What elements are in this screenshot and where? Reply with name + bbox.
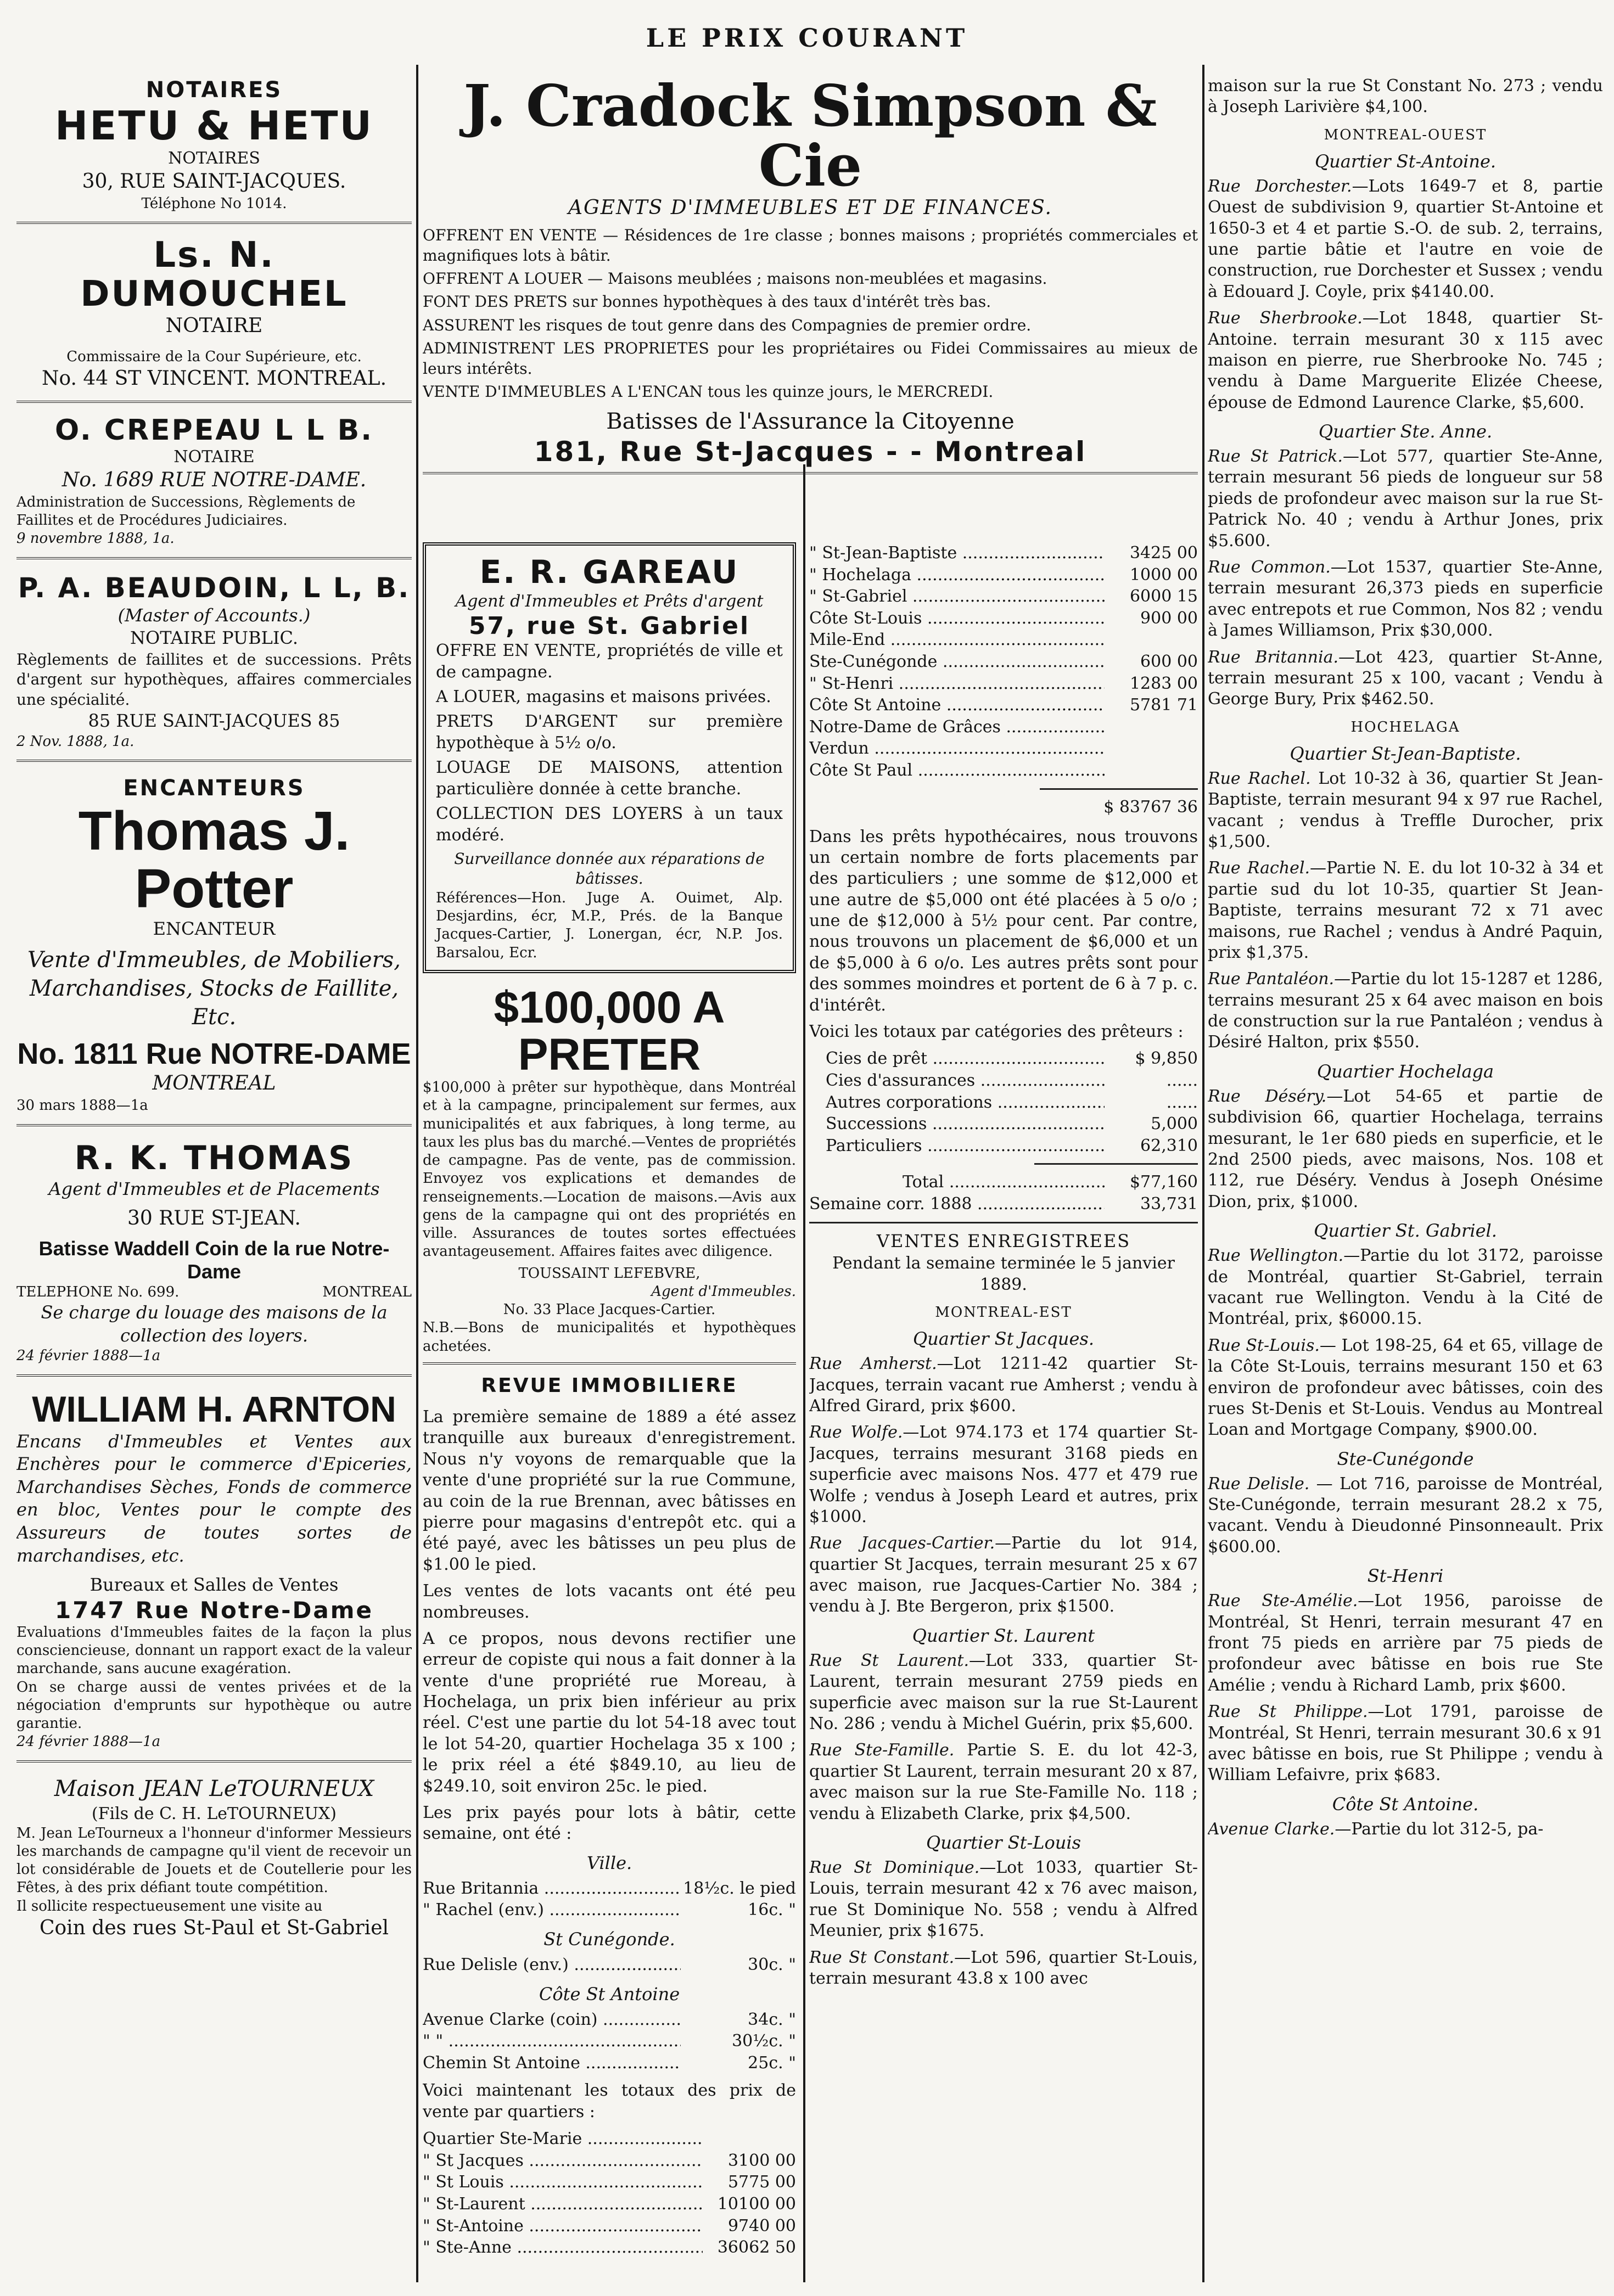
ad-description: Vente d'Immeubles, de Mobiliers, Marchandises, Stocks de Faillite, Etc. [27,947,401,1030]
ad-address: No. 1689 RUE NOTRE-DAME. [61,469,367,492]
row-value: 1000 00 [1129,565,1198,585]
ad-role: NOTAIRES [168,149,260,169]
sale-street: Rue Wellington. [1208,1246,1344,1266]
ad-name: P. A. BEAUDOIN, L L, B. [18,571,411,604]
sale-entry [1208,557,1603,642]
sale-entry [1208,176,1603,302]
sale-text: —Lot 1848, quartier St-Antoine. terrain mesurant 30 x 115 avec maison en pierre, rue Sherbrooke No. 745 ; vendu à Dame Marguerite Elizée Cheese, épouse de Edmond Laurence Clarke, $5,600. [1208,308,1603,412]
ad-line: OFFRENT A LOUER — Maisons meublées ; maisons non-meublées et magasins. [423,269,1047,288]
quarter-heading: Quartier St-Jean-Baptiste. [1290,743,1521,764]
row-label: Verdun ..... [809,738,1105,760]
ad-crepeau [16,415,412,559]
sale-street: Rue Common. [1208,558,1331,577]
ad-name: J. Cradock Simpson & Cie [463,76,1157,200]
sale-street: Rue St Dominique. [809,1858,980,1877]
sale-entry [809,1651,1198,1735]
sale-street: Rue Rachel. [1208,768,1311,788]
ad-gareau [423,542,796,973]
sale-street: Rue Sherbrooke. [1208,308,1363,328]
table-row [423,1954,796,1976]
row-value: $77,160 [1129,1172,1198,1192]
ad-potter [16,774,412,1126]
table-row [809,629,1198,651]
ad-role: ENCANTEUR [153,918,276,939]
sale-entry [1208,1335,1603,1441]
sale-street: Rue Delisle. [1208,1474,1310,1494]
district-heading: MONTREAL-EST [935,1304,1072,1321]
sale-street: Rue Britannia. [1208,647,1339,667]
row-label: Mile-End ..... [809,629,1105,651]
divider [809,1222,1198,1223]
row-value [703,2128,796,2150]
row-label: Total ..... [903,1171,1105,1193]
table-group-title: Ville. [586,1852,632,1873]
ad-line: OFFRENT EN VENTE — Résidences de 1re classe ; bonnes maisons ; propriétés commerciales et magnifiques lots à bâtir. [423,226,1198,265]
row-label: Chemin St Antoine ..... [423,2052,681,2074]
sale-text: —Lot 1537, quartier Ste-Anne, terrain mesurant 26,373 pieds en superficie avec entrepots et rue Common, Nos 82 ; vendu à James Williamson, Prix $30,000. [1208,558,1603,641]
ad-line: OFFRE EN VENTE, propriétés de ville et de campagne. [436,641,783,682]
row-value: 1283 00 [1129,673,1198,693]
ad-note: N.B.—Bons de municipalités et hypothèques achetées. [423,1320,796,1355]
ad-cradock [423,76,1198,474]
sale-entry [1208,647,1603,710]
ad-role: NOTAIRE PUBLIC. [130,627,299,649]
sale-street: Rue St Philippe. [1208,1702,1368,1722]
row-value: 5,000 [1151,1114,1198,1134]
divider [1034,1163,1198,1165]
row-label: Ste-Cunégonde ..... [809,651,1105,673]
article-paragraph: La première semaine de 1889 a été assez tranquille aux bureaux d'enregistrement. Nous n'y voyons de remarquable que la vente d'une propriété sur la rue Commune, au coin de la rue Brennan, avec bâtisses en pierre pour magasins d'entrepôt etc. qui a été payé, avec les bâtisses un peu plus de $1.00 le pied. [423,1407,796,1574]
section-heading-encanteurs: ENCANTEURS [123,775,305,801]
row-label: " St-Henri ..... [809,673,1105,695]
row-label: Autres corporations ..... [826,1092,1105,1114]
row-value: 16c. " [748,1900,796,1920]
ad-name: Maison JEAN LeTOURNEUX [54,1776,374,1801]
quarter-heading: Quartier St. Laurent [912,1625,1095,1646]
ad-description: M. Jean LeTourneux a l'honneur d'informer Messieurs les marchands de campagne qu'il vient de recevoir un lot considérable de Jouets et de Coutellerie pour les Fêtes, à des prix défiant toute compétition. [16,1825,412,1896]
sale-street: Rue St Constant. [809,1947,955,1967]
column-main [423,76,1198,2288]
row-value: 9740 00 [727,2216,796,2236]
table-row [809,1193,1198,1215]
row-label: Rue Delisle (env.) ..... [423,1954,681,1976]
ad-phone-row [16,1283,412,1301]
ad-description: Encans d'Immeubles et Ventes aux Enchères pour le commerce d'Epiceries, Marchandises Sèches, Fonds de commerce en bloc, Ventes pour le compte des Assureurs de toutes sortes de marchandises, etc. [16,1430,412,1566]
ad-address: Coin des rues St-Paul et St-Gabriel [39,1916,389,1939]
quarter-heading: Quartier St Jacques. [912,1328,1095,1350]
sale-street: Rue St Laurent. [809,1651,969,1670]
row-label: Côte St Antoine ..... [809,694,1105,716]
row-label: Successions ..... [826,1113,1105,1135]
ad-text: Evaluations d'Immeubles faites de la façon la plus consciencieuse, donnant un rapport exact de la valeur marchande, sans aucune exagération. [16,1624,412,1677]
ad-date: 9 novembre 1888, 1a. [16,530,175,547]
table-row [826,1048,1198,1070]
article-paragraph: Les ventes de lots vacants ont été peu nombreuses. [423,1581,796,1622]
ad-line: ADMINISTRENT LES PROPRIETES pour les propriétaires ou Fidei Commissaires au mieux de leurs intérêts. [423,339,1198,378]
totals-table [809,542,1198,818]
sale-text: —Partie du lot 312-5, pa- [1335,1819,1544,1839]
sale-text: —Lots 1649-7 et 8, partie Ouest de subdivision 9, quartier St-Antoine et 1650-3 et 4 et partie S.-O. de sub. 2, terrains, une partie bâtie et l'autre en voie de construction, rue Dorchester et Sussex ; vendu à Edouard J. Coyle, prix $4140.00. [1208,176,1603,301]
sale-street: Rue Amherst. [809,1354,937,1374]
row-value [1105,629,1198,651]
row-label: " Hochelaga ..... [809,564,1105,586]
row-label: Côte St-Louis ..... [809,608,1105,630]
sale-text: —Lot 1033, quartier St-Louis, terrain mesurant 42 x 76 avec maison, rue St Dominique No. 558 ; vendu à Alfred Meunier, prix $1675. [809,1858,1198,1941]
sale-street: Rue Dorchester. [1208,176,1352,196]
row-label: Cies de prêt ..... [826,1048,1105,1070]
page-header [0,0,1614,66]
page-title: LE PRIX COURANT [646,23,968,53]
ad-address: 85 RUE SAINT-JACQUES 85 [88,710,340,732]
row-label: Avenue Clarke (coin) ..... [423,2009,681,2031]
table-total: $ 83767 36 [1103,797,1198,817]
sale-street: Rue Pantaléon. [1208,969,1335,989]
ad-phone: TELEPHONE No. 699. [16,1283,180,1300]
ad-bureaux: Bureaux et Salles de Ventes [89,1574,339,1596]
ad-line-list [423,226,1198,402]
column-notaires [16,76,412,2288]
sale-text: — Lot 198-25, 64 et 65, village de la Côte St-Louis, terrains mesurant 150 et 63 environ de profondeur avec bâtisses, coin des rues St-Denis et St-Louis. Vendus au Montreal Loan and Mortgage Company, $900.00. [1208,1335,1603,1440]
column-rule-1 [416,65,418,2282]
quarter-heading: St-Henri [1367,1565,1444,1587]
sale-street: Rue Rachel. [1208,858,1310,878]
table-row [809,673,1198,695]
sale-text: —Partie du lot 3172, paroisse de Montréal, quartier St-Gabriel, terrain vacant rue Wellington. Vendu à la Cité de Montréal, prix, $6000.15. [1208,1246,1603,1329]
quarter-heading: Quartier Ste. Anne. [1318,421,1493,442]
ad-city: MONTREAL [322,1283,412,1300]
table-row [423,2009,796,2031]
quarter-heading: Quartier St-Antoine. [1314,150,1497,172]
quarter-heading: Quartier St-Louis [926,1832,1081,1853]
row-value: 10100 00 [717,2194,796,2214]
table-row [826,1070,1198,1092]
ad-phone: Téléphone No 1014. [141,195,287,212]
divider [1040,788,1198,790]
sale-entry [1208,1591,1603,1696]
row-value: ...... [1166,1092,1198,1112]
ad-hetu [16,76,412,224]
sale-entry [1208,858,1603,963]
sale-entry [1208,308,1603,413]
ad-role: NOTAIRE [173,447,255,467]
table-row [423,2215,796,2237]
ad-role: NOTAIRE [165,315,263,338]
ad-address: 1747 Rue Notre-Dame [54,1596,374,1624]
ad-agent-address: No. 33 Place Jacques-Cartier. [503,1301,716,1318]
ad-name: O. CREPEAU L L B. [54,413,374,447]
table-row [423,2030,796,2052]
row-value: 5781 71 [1129,695,1198,715]
sale-street: Rue St-Louis. [1208,1335,1320,1355]
article-paragraph: Dans les prêts hypothécaires, nous trouvons un certain nombre de forts placements par des particuliers ; une somme de $12,000 et une autre de $5,000 ont été placées à 5 o/o ; une de $12,000 à 5½ pour cent. Par contre, nous trouvons un placement de $6,000 et un de $5,000 à 6 o/o. Les autres prêts sont pour des sommes moindres et portent de 6 à 7 p. c. d'intérêt. [809,827,1198,1015]
ad-date: 2 Nov. 1888, 1a. [16,733,134,750]
table-row [826,1113,1198,1135]
sale-street: Rue Ste-Famille. [809,1741,955,1760]
district-heading: MONTREAL-OUEST [1324,126,1487,143]
row-label: Notre-Dame de Grâces ..... [809,716,1105,738]
article-heading: REVUE IMMOBILIERE [481,1374,738,1397]
row-value: 3100 00 [727,2151,796,2170]
row-value: 25c. " [748,2053,796,2073]
sale-entry [1208,1245,1603,1330]
ad-name: Ls. N. DUMOUCHEL [80,235,348,315]
ad-line: VENTE D'IMMEUBLES A L'ENCAN tous les quinze jours, le MERCREDI. [423,382,994,401]
row-label: " Ste-Anne ..... [423,2237,703,2259]
ad-date: 30 mars 1888—1a [16,1097,148,1114]
ad-thomas [16,1138,412,1377]
article-paragraph: maison sur la rue St Constant No. 273 ; vendu à Joseph Larivière $4,100. [1208,76,1603,117]
column-sales [1208,76,1603,2288]
sale-entry [809,1740,1198,1825]
ad-building: Batisse Waddell Coin de la rue Notre-Dame [38,1237,390,1283]
row-label: " St Jacques ..... [423,2150,703,2172]
ad-subtitle: AGENTS D'IMMEUBLES ET DE FINANCES. [568,197,1052,220]
ad-name: R. K. THOMAS [74,1138,354,1177]
row-value: 33,731 [1140,1194,1198,1214]
ad-address: 57, rue St. Gabriel [468,612,750,640]
ad-name: WILLIAM H. ARNTON [32,1388,396,1429]
quarter-heading: Quartier Hochelaga [1316,1060,1494,1082]
row-value [1105,760,1198,782]
table-row [809,716,1198,738]
ad-address: No. 1811 Rue NOTRE-DAME [17,1037,411,1071]
row-label: " St-Gabriel ..... [809,586,1105,608]
ad-line: A LOUER, magasins et maisons privées. [436,687,771,706]
ad-preter [423,984,796,1365]
sale-text: —Lot 423, quartier St-Anne, terrain mesurant 25 x 100, vacant ; Vendu à George Bury, Prix $462.50. [1208,647,1603,709]
table-row [423,2052,796,2074]
ad-role: Agent d'Immeubles et de Placements [48,1178,380,1199]
row-value: 600 00 [1140,652,1198,671]
article-paragraph: A ce propos, nous devons rectifier une erreur de copiste qui nous a fait donner à la vente d'une propriété rue Moreau, à Hochelaga, un prix bien inférieur au prix réel. C'est une partie du lot 54-18 avec tout le lot 54-20, quartier Hochelaga 35 x 100 ; le prix réel a été $849.10, au lieu de $249.10, soit environ 25c. le pied. [423,1629,796,1796]
sale-text: —Lot 596, quartier St-Louis, terrain mesurant 43.8 x 100 avec [809,1947,1198,1988]
ad-address: 181, Rue St-Jacques - - Montreal [534,436,1087,468]
row-label: " " ..... [423,2030,681,2052]
table-row [423,1899,796,1921]
article-paragraph: Voici les totaux par catégories des prêteurs : [809,1022,1184,1042]
sale-entry [809,1947,1198,1990]
table-row [809,564,1198,586]
ad-dumouchel [16,236,412,403]
ad-heading: $100,000 A PRETER [494,982,725,1080]
sale-street: Avenue Clarke. [1208,1819,1335,1839]
table-row [826,1171,1198,1193]
table-row [826,1135,1198,1157]
row-value [1105,738,1198,760]
row-label: " Rachel (env.) ..... [423,1899,681,1921]
section-heading: VENTES ENREGISTREES [876,1230,1131,1251]
quarter-heading: Côte St Antoine. [1332,1793,1479,1815]
sale-entry [809,1422,1198,1528]
sale-text: —Lot 974.173 et 174 quartier St-Jacques, terrains mesurant 3168 pieds en superficie avec maisons Nos. 477 et 479 rue Wolfe ; vendus à Joseph Leard et autres, prix $1000. [809,1423,1198,1526]
sale-text: —Lot 577, quartier Ste-Anne, terrain mesurant 56 pieds de longueur sur 58 pieds de profondeur avec maison sur la rue St-Patrick No. 40 ; vendu à Arthur Jones, prix $5.600. [1208,447,1603,551]
table-row [423,2193,796,2215]
article-revue [423,1374,796,2259]
row-label: Quartier Ste-Marie ..... [423,2128,703,2150]
table-group-title: Côte St Antoine [539,1983,680,2005]
ad-description: Administration de Successions, Règlements de Faillites et de Procédures Judiciaires. [16,493,356,529]
ad-beaudoin [16,571,412,762]
table-row [423,1878,796,1900]
ad-name: HETU & HETU [55,103,373,149]
ad-building: Batisses de l'Assurance la Citoyenne [606,409,1015,435]
district-heading: HOCHELAGA [1350,718,1460,736]
sale-street: Rue Ste-Amélie. [1208,1591,1358,1611]
table-row [809,651,1198,673]
ad-line-list [436,640,783,846]
table-group-title: St Cunégonde. [543,1929,675,1950]
row-value: 30½c. " [732,2031,796,2051]
row-value: 18½c. le pied [683,1878,796,1898]
sale-street: Rue Jacques-Cartier. [809,1534,995,1553]
sale-street: Rue Déséry. [1208,1086,1327,1106]
row-label: " St-Laurent ..... [423,2193,703,2215]
row-label: " St-Jean-Baptiste ..... [809,542,1105,564]
ad-address: 30 RUE ST-JEAN. [127,1207,301,1230]
sale-entry [1208,969,1603,1053]
sale-entry [809,1533,1198,1618]
row-value: 6000 15 [1129,587,1198,607]
sale-entry [1208,446,1603,552]
row-value: 5775 00 [727,2173,796,2192]
article-paragraph: Les prix payés pour lots à bâtir, cette semaine, ont été : [423,1803,796,1844]
sale-entry [1208,1474,1603,1558]
article-paragraph: Voici maintenant les totaux des prix de vente par quartiers : [423,2081,796,2121]
ad-arnton [16,1389,412,1762]
table-row [826,1092,1198,1114]
table-row [809,542,1198,564]
ad-line: ASSURENT les risques de tout genre dans des Compagnies de premier ordre. [423,316,1032,334]
sale-text: Partie S. E. du lot 42-3, quartier St Laurent, terrain mesurant 20 x 87, avec maison sur la rue Ste-Famille No. 118 ; vendu à Elizabeth Clarke, prix $4,500. [809,1741,1198,1823]
ad-subtitle: (Master of Accounts.) [117,604,311,626]
row-label: Cies d'assurances ..... [826,1070,1105,1092]
sale-street: Rue Wolfe. [809,1423,903,1442]
ad-agent: TOUSSAINT LEFEBVRE, [518,1265,700,1282]
ad-city: MONTREAL [152,1072,276,1095]
ad-address: 30, RUE SAINT-JACQUES. [82,170,346,193]
sale-text: —Partie du lot 914, quartier St Jacques, terrain mesurant 25 x 67 avec maison, rue Jacques-Cartier No. 384 ; vendu à J. Bte Bergeron, prix $1500. [809,1534,1198,1616]
ad-address: No. 44 ST VINCENT. MONTREAL. [41,367,387,390]
ad-line: PRETS D'ARGENT sur première hypothèque à 5½ o/o. [436,712,783,753]
table-row [809,760,1198,782]
row-label: Semaine corr. 1888 ..... [809,1193,1105,1215]
row-value: 900 00 [1140,608,1198,628]
section-subheading: Pendant la semaine terminée le 5 janvier 1889. [832,1254,1175,1295]
row-label: " St-Antoine ..... [423,2215,703,2237]
ad-subtitle: Commissaire de la Cour Supérieure, etc. [66,348,362,365]
sale-text: —Partie N. E. du lot 10-32 à 34 et partie sud du lot 10-35, quartier St Jean-Baptiste, terrains mesurant 72 x 71 avec maisons, rue Rachel ; vendus à André Paquin, prix $1,375. [1208,858,1603,962]
ad-name: E. R. GAREAU [479,553,739,591]
row-value: ...... [1166,1071,1198,1091]
sale-text: Lot 10-32 à 36, quartier St Jean-Baptiste, terrain mesurant 94 x 97 rue Rachel, vacant ; vendus à Treffle Durocher, prix $1,500. [1208,768,1603,851]
table-row [423,2171,796,2193]
row-value: 36062 50 [717,2238,796,2258]
table-row [809,586,1198,608]
sale-text: —Lot 1956, paroisse de Montréal, St Henri, terrain mesurant 47 en front 75 pieds en arrière par 75 pieds de profondeur avec bâtisse en bois rue Ste Amélie ; vendu à Richard Lamb, prix $600. [1208,1591,1603,1695]
row-label: Rue Britannia ..... [423,1878,681,1900]
table-row [809,738,1198,760]
ad-letourneux [16,1775,412,1941]
ad-references: Références—Hon. Juge A. Ouimet, Alp. Desjardins, écr, M.P., Prés. de la Banque Jacques-Cartier, J. Lonergan, écr, N.P. Jos. Barsalou, Ecr. [436,889,783,961]
ad-description: Se charge du louage des maisons de la collection des loyers. [41,1302,388,1346]
row-value: 34c. " [748,2009,796,2029]
ad-line: FONT DES PRETS sur bonnes hypothèques à des taux d'intérêt très bas. [423,293,991,311]
row-value: 30c. " [748,1955,796,1975]
column-main-right [809,542,1198,2288]
table-row [809,608,1198,630]
table-row [809,694,1198,716]
sale-text: —Lot 333, quartier St-Laurent, terrain mesurant 2759 pieds en superficie avec maison sur la rue St-Laurent No. 286 ; vendu à Michel Guérin, prix $5,600. [809,1651,1198,1734]
sale-entry [809,1354,1198,1417]
column-rule-3 [1202,65,1204,2282]
row-value: 3425 00 [1129,543,1198,563]
sale-text: —Lot 1211-42 quartier St-Jacques, terrain vacant rue Amherst ; vendu à Alfred Girard, prix $600. [809,1354,1198,1416]
ad-agent-role: Agent d'Immeubles. [651,1283,796,1300]
ad-description: Il sollicite respectueusement une visite au [16,1898,323,1915]
sale-entry [1208,768,1603,853]
lenders-table [809,1048,1198,1193]
sale-entry [809,1857,1198,1942]
row-label: Côte St Paul ..... [809,760,1105,782]
row-value [1105,716,1198,738]
ad-date: 24 février 1888—1a [16,1348,161,1365]
ad-date: 24 février 1888—1a [16,1733,161,1750]
ad-subtitle: Agent d'Immeubles et Prêts d'argent [455,592,764,611]
table-row [423,2128,796,2150]
sale-entry [1208,1702,1603,1786]
ad-line: COLLECTION DES LOYERS à un taux modéré. [436,804,783,845]
quarter-heading: Quartier St. Gabriel. [1314,1220,1497,1242]
ad-description: Règlements de faillites et de successions. Prêts d'argent sur hypothèques, affaires commerciales une spécialité. [16,650,412,709]
sale-entry [1208,1819,1603,1840]
ad-name: Thomas J. Potter [78,800,350,919]
ad-description: $100,000 à prêter sur hypothèque, dans Montréal et à la campagne, principalement sur fermes, aux municipalités et aux fabriques, à long terme, au taux les plus bas du marché.—Ventes de propriétés de campagne. Pas de vente, pas de commission. Envoyez vos explications et demandes de renseignements.—Location de maisons.—Avis aux gens de la campagne qui ont des propriétés en ville. Assurances de toutes sortes effectuées avantageusement. Affaires faites avec diligence. [423,1079,796,1260]
ad-line: LOUAGE DE MAISONS, attention particulière donnée à cette branche. [436,758,783,799]
row-label: Particuliers ..... [826,1135,1105,1157]
ad-text: On se charge aussi de ventes privées et de la négociation d'emprunts sur hypothèque ou autre garantie. [16,1679,412,1732]
section-heading-notaires: NOTAIRES [145,77,283,103]
sale-text: — Lot 716, paroisse de Montréal, Ste-Cunégonde, terrain mesurant 28.2 x 75, vacant. Vendu à Dieudonné Pinsonneault. Prix $600.00. [1208,1474,1603,1557]
sale-street: Rue St Patrick. [1208,447,1343,467]
table-row [423,2150,796,2172]
sale-entry [1208,1086,1603,1212]
column-main-left [423,542,796,2288]
ad-surveillance: Surveillance donnée aux réparations de bâtisses. [454,850,765,888]
quarter-heading: Ste-Cunégonde [1337,1448,1474,1469]
row-value: $ 9,850 [1135,1049,1198,1069]
sale-text: —Lot 54-65 et partie de subdivision 66, quartier Hochelaga, terrains mesurant, le 1er 680 pieds en superficie, et le 2nd 2500 pieds, avec maisons, Nos. 108 et 112, rue Déséry. Vendus à Joseph Onésime Dion, prix, $1000. [1208,1086,1603,1211]
row-value: 62,310 [1140,1136,1198,1155]
sale-text: —Partie du lot 15-1287 et 1286, terrains mesurant 25 x 64 avec maison en bois de construction sur la rue Pantaléon ; vendus à Désiré Halton, prix $550. [1208,969,1603,1052]
ad-subtitle: (Fils de C. H. LeTOURNEUX) [92,1804,337,1823]
table-row [423,2237,796,2259]
sale-text: —Lot 1791, paroisse de Montréal, St Henri, terrain mesurant 30.6 x 91 avec bâtisse en bois, rue St Philippe ; vendu à William Lefaivre, prix $683. [1208,1702,1603,1785]
row-label: " St Louis ..... [423,2171,703,2193]
